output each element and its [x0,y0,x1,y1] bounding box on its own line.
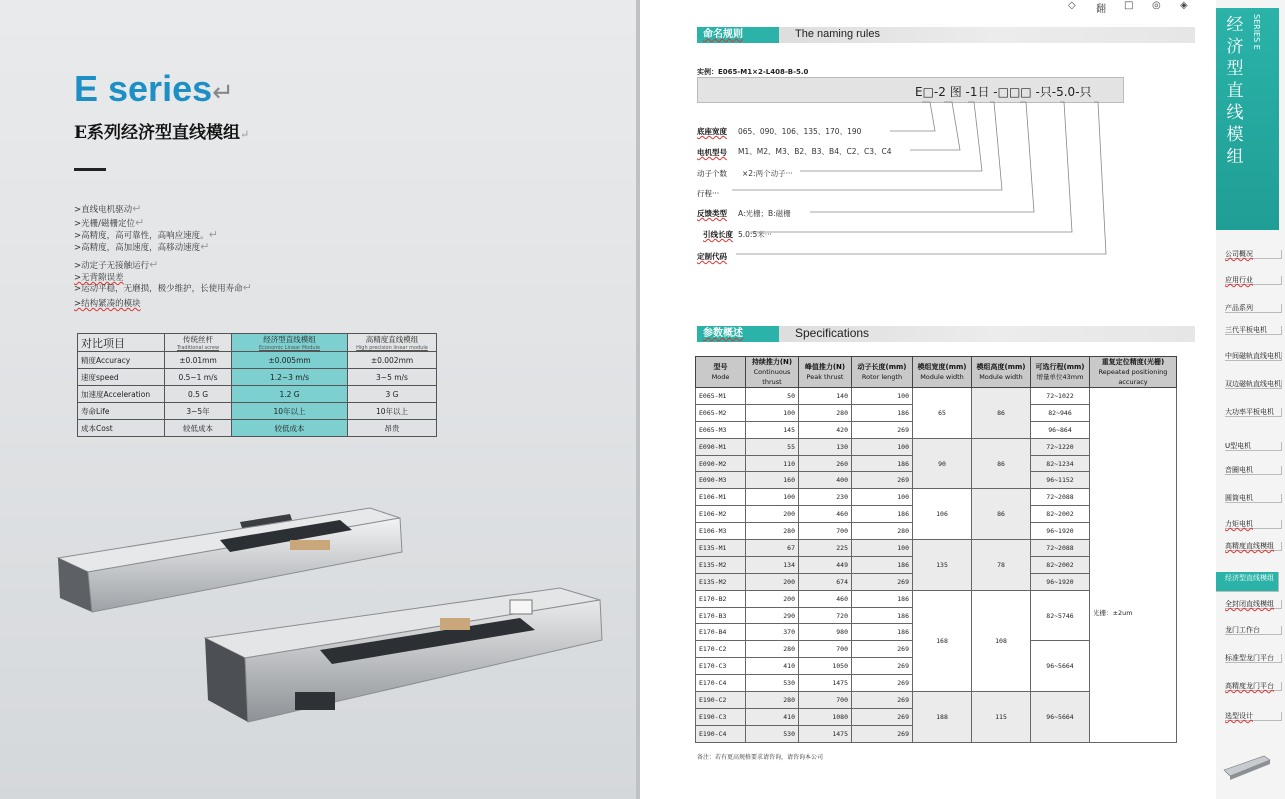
naming-connector-lines [690,96,1140,266]
compare-cell: 成本Cost [78,420,165,437]
sidebar-item[interactable]: 大功率平板电机 [1225,408,1282,417]
spec-cell: E090-M2 [696,455,746,472]
naming-field-label: 电机型号 [697,148,727,157]
sidebar-item[interactable]: 圆筒电机 [1225,494,1282,503]
spec-cell: 420 [799,421,852,438]
spec-cell: E190-C4 [696,725,746,742]
sidebar-item[interactable]: 龙门工作台 [1225,626,1282,635]
spec-cell: E106-M2 [696,506,746,523]
naming-field-label: 反馈类型 [697,209,727,218]
spec-cell: 269 [852,692,913,709]
sidebar-item[interactable]: 高精度直线模组 [1225,542,1282,551]
spec-cell: E170-B3 [696,607,746,624]
spec-cell: 1475 [799,725,852,742]
spec-cell: 280 [852,523,913,540]
spec-cell: 720 [799,607,852,624]
spec-cell: 700 [799,641,852,658]
spec-cell: 186 [852,607,913,624]
spec-cell: 160 [746,472,799,489]
spec-cell: 530 [746,725,799,742]
spec-cell: 674 [799,573,852,590]
spec-cell: E065-M1 [696,388,746,405]
spec-cell: 186 [852,506,913,523]
sidebar-item[interactable]: 双边磁轨直线电机 [1225,380,1281,388]
spec-cell: 82~5746 [1031,590,1090,641]
spec-cell: 280 [746,692,799,709]
spec-cell: 82~2002 [1031,556,1090,573]
spec-cell: 410 [746,658,799,675]
spec-cell: E106-M1 [696,489,746,506]
spec-cell: 67 [746,540,799,557]
spec-cell: 260 [799,455,852,472]
naming-field-label: 定制代码 [697,252,727,261]
spec-table [695,356,1177,743]
compare-row [78,369,437,386]
feature-item: >直线电机驱动↵ [74,202,142,215]
spec-cell: 700 [799,692,852,709]
spec-cell: 269 [852,708,913,725]
spec-cell: 400 [799,472,852,489]
naming-field-label: 动子个数 [697,169,727,178]
spec-cell: 269 [852,573,913,590]
compare-header: 经济型直线模组 Economic Linear Module [232,334,348,352]
sidebar-item[interactable]: 全封闭直线模组 [1225,600,1282,609]
spec-cell: E135-M2 [696,556,746,573]
spec-cell: 186 [852,455,913,472]
sidebar-item[interactable]: 产品系列 [1225,304,1282,313]
spec-cell: 115 [972,692,1031,743]
spec-cell: E190-C2 [696,692,746,709]
spec-cell: 290 [746,607,799,624]
naming-code: E□-2 图 -1日 -□□□ -只-5.0-只 [915,85,1092,99]
feature-item: >运动平稳，无磨损，极少维护，长使用寿命↵ [74,281,252,294]
compare-cell: ±0.01mm [165,352,232,369]
spec-cell: 269 [852,675,913,692]
sidebar-title: 经济型直线模组 [1226,15,1244,167]
spec-cell: 130 [799,438,852,455]
feature-item: >动定子无接触运行↵ [74,258,159,271]
sidebar-item[interactable]: 中间磁轨直线电机 [1225,352,1281,360]
spec-cell: E090-M3 [696,472,746,489]
compare-cell: 精度Accuracy [78,352,165,369]
series-title: E series↵ [74,68,234,109]
spec-cell: 269 [852,725,913,742]
sidebar-item-active[interactable]: 经济型直线模组 [1216,572,1279,592]
spec-cell: 100 [852,489,913,506]
spec-row [696,388,1177,405]
spec-col-header: 模组宽度(mm) Module width [913,357,972,388]
spec-cell: E170-B4 [696,624,746,641]
compare-row [78,352,437,369]
compare-cell: 较低成本 [165,420,232,437]
spec-cell: 269 [852,472,913,489]
spec-cell: 96~864 [1031,421,1090,438]
spec-cell: 980 [799,624,852,641]
spec-cell: 96~1152 [1031,472,1090,489]
naming-field-value: 065、090、106、135、170、190 [738,127,862,136]
compare-cell: 加速度Acceleration [78,386,165,403]
spec-cell: E170-B2 [696,590,746,607]
toolbar-icon[interactable]: □ [1124,0,1134,11]
compare-row [78,420,437,437]
spec-cell: 106 [913,489,972,540]
toolbar-icon[interactable]: ◇ [1068,0,1076,11]
naming-field-value: 5.0:5米··· [738,230,772,239]
naming-field-label: 底座宽度 [697,127,727,136]
spec-col-header: 重复定位精度(光栅) Repeated positioning accuracy [1090,357,1177,388]
compare-cell: 0.5 G [165,386,232,403]
sidebar-item[interactable]: 音圈电机 [1225,466,1282,475]
spec-cell: E106-M3 [696,523,746,540]
spec-cell: E170-C2 [696,641,746,658]
spec-title: Specifications [795,326,870,340]
sidebar-item[interactable]: 三代平板电机 [1225,326,1282,335]
spec-cell: 108 [972,590,1031,691]
spec-cell: 65 [913,388,972,439]
compare-row [78,403,437,420]
compare-cell: 较低成本 [232,420,348,437]
spec-cell: 140 [799,388,852,405]
compare-header: 对比项目 [78,334,165,352]
sidebar-item[interactable]: 选型设计 [1225,712,1282,721]
spec-cell: 280 [799,404,852,421]
spec-cell: 86 [972,438,1031,489]
spec-cell: 460 [799,506,852,523]
feature-item: >无背隙误差 [74,273,124,283]
spec-cell: 530 [746,675,799,692]
sidebar-module-thumbnail [1222,752,1272,782]
spec-cell: 72~2088 [1031,540,1090,557]
toolbar-icon[interactable]: ◎ [1152,0,1161,11]
spec-cell: 55 [746,438,799,455]
spec-col-header: 持续推力(N) Continuous thrust [746,357,799,388]
spec-cell: 82~946 [1031,404,1090,421]
spec-cell: 700 [799,523,852,540]
spec-cell: 78 [972,540,1031,591]
compare-header: 传统丝杆 Traditional screw [165,334,232,352]
sidebar-item[interactable]: 高精度龙门平台 [1225,682,1282,691]
spec-cell: 100 [746,404,799,421]
spec-cell: 280 [746,523,799,540]
spec-cell: 100 [746,489,799,506]
spec-cell: 1080 [799,708,852,725]
spec-cell: 90 [913,438,972,489]
compare-cell: 昂贵 [348,420,437,437]
spec-cell: 460 [799,590,852,607]
spec-cell: 269 [852,658,913,675]
spec-cell: 1050 [799,658,852,675]
spec-cell: E170-C4 [696,675,746,692]
naming-field-value: A:光栅；B:磁栅 [738,209,791,218]
spec-col-header: 型号 Mode [696,357,746,388]
spec-cell: 449 [799,556,852,573]
sidebar-item[interactable]: 公司概况 [1225,250,1282,259]
compare-cell: 0.5~1 m/s [165,369,232,386]
left-page [0,0,636,799]
spec-cell: 96~1920 [1031,573,1090,590]
compare-row [78,386,437,403]
spec-cell: 269 [852,421,913,438]
spec-col-header: 动子长度(mm) Rotor length [852,357,913,388]
spec-cell: 86 [972,388,1031,439]
spec-cell: 145 [746,421,799,438]
compare-cell: 1.2~3 m/s [232,369,348,386]
spec-cell: 82~1234 [1031,455,1090,472]
spec-cell: 200 [746,573,799,590]
feature-item: >高精度，高加速度，高移动速度↵ [74,240,210,253]
spec-cell: 186 [852,624,913,641]
spec-cell: 225 [799,540,852,557]
spec-cell: 280 [746,641,799,658]
spec-cell: 200 [746,590,799,607]
spec-cell: 100 [852,438,913,455]
feature-item: >光栅/磁栅定位↵ [74,216,145,229]
series-subtitle: E系列经济型直线模组↵ [74,123,250,143]
compare-cell: ±0.002mm [348,352,437,369]
feature-item: >高精度，高可靠性，高响应速度。↵ [74,228,218,241]
spec-cell: 370 [746,624,799,641]
comparison-table [77,333,437,437]
spec-col-header: 模组高度(mm) Module width [972,357,1031,388]
compare-cell: 寿命Life [78,403,165,420]
naming-title: The naming rules [795,28,880,40]
compare-cell: 速度speed [78,369,165,386]
spec-cell: E065-M3 [696,421,746,438]
spec-cell: 186 [852,590,913,607]
spec-cell: 110 [746,455,799,472]
compare-cell: 1.2 G [232,386,348,403]
spec-cell: 50 [746,388,799,405]
naming-example: 实例：E065-M1×2-L408-B-5.0 [697,68,809,76]
compare-header: 高精度直线模组 High precision linear module [348,334,437,352]
spec-cell: 72~1022 [1031,388,1090,405]
spec-cell: E170-C3 [696,658,746,675]
spec-col-header: 可选行程(mm) 增量单位43mm [1031,357,1090,388]
compare-cell: 3 G [348,386,437,403]
spec-cell: 100 [852,540,913,557]
sidebar-item[interactable]: U型电机 [1225,442,1282,451]
spec-cell: 96~5664 [1031,641,1090,692]
spec-cell: E065-M2 [696,404,746,421]
spec-cell: 96~5664 [1031,692,1090,743]
sidebar-item[interactable]: 标准型龙门平台 [1225,654,1282,663]
compare-cell: 10年以上 [232,403,348,420]
spec-badge: 参数概述 [697,326,779,342]
spec-cell: 410 [746,708,799,725]
naming-field-value: ×2:两个动子··· [742,169,793,178]
naming-field-label: 行程··· [697,189,720,198]
sidebar-subtitle: SERIES E [1252,14,1261,50]
spec-cell: 134 [746,556,799,573]
spec-cell: 72~2088 [1031,489,1090,506]
compare-cell: 3~5 m/s [348,369,437,386]
naming-badge: 命名规则 [697,27,779,43]
spec-repeat-accuracy: 光栅：±2um [1090,388,1177,743]
sidebar-item[interactable]: 力矩电机 [1225,520,1282,529]
spec-cell: 269 [852,641,913,658]
naming-field-value: M1、M2、M3、B2、B3、B4、C2、C3、C4 [738,147,892,156]
linear-module-photo [40,500,620,770]
spec-cell: E135-M2 [696,573,746,590]
spec-cell: 188 [913,692,972,743]
spec-cell: 72~1220 [1031,438,1090,455]
sidebar-item[interactable]: 应用行业 [1225,276,1282,285]
title-divider [74,168,106,171]
spec-cell: 230 [799,489,852,506]
toolbar-icon[interactable]: ◈ [1180,0,1188,11]
feature-item: >结构紧凑的模块 [74,299,141,309]
spec-cell: 100 [852,388,913,405]
compare-cell: 10年以上 [348,403,437,420]
spec-col-header: 峰值推力(N) Peak thrust [799,357,852,388]
naming-field-label: 引线长度 [703,230,733,239]
spec-cell: E190-C3 [696,708,746,725]
spec-cell: 135 [913,540,972,591]
toolbar-icon[interactable]: 翻 [1096,4,1106,15]
spec-cell: 200 [746,506,799,523]
spec-cell: E090-M1 [696,438,746,455]
spec-cell: E135-M1 [696,540,746,557]
spec-cell: 82~2002 [1031,506,1090,523]
spec-cell: 96~1920 [1031,523,1090,540]
spec-cell: 186 [852,556,913,573]
compare-cell: ±0.005mm [232,352,348,369]
spec-note: 备注：若有更高规格要求请咨询，请咨询本公司 [697,754,824,761]
sidebar-header [1216,8,1279,230]
spec-cell: 86 [972,489,1031,540]
spec-cell: 186 [852,404,913,421]
compare-cell: 3~5年 [165,403,232,420]
spec-cell: 168 [913,590,972,691]
sidebar [1216,0,1285,799]
spec-cell: 1475 [799,675,852,692]
